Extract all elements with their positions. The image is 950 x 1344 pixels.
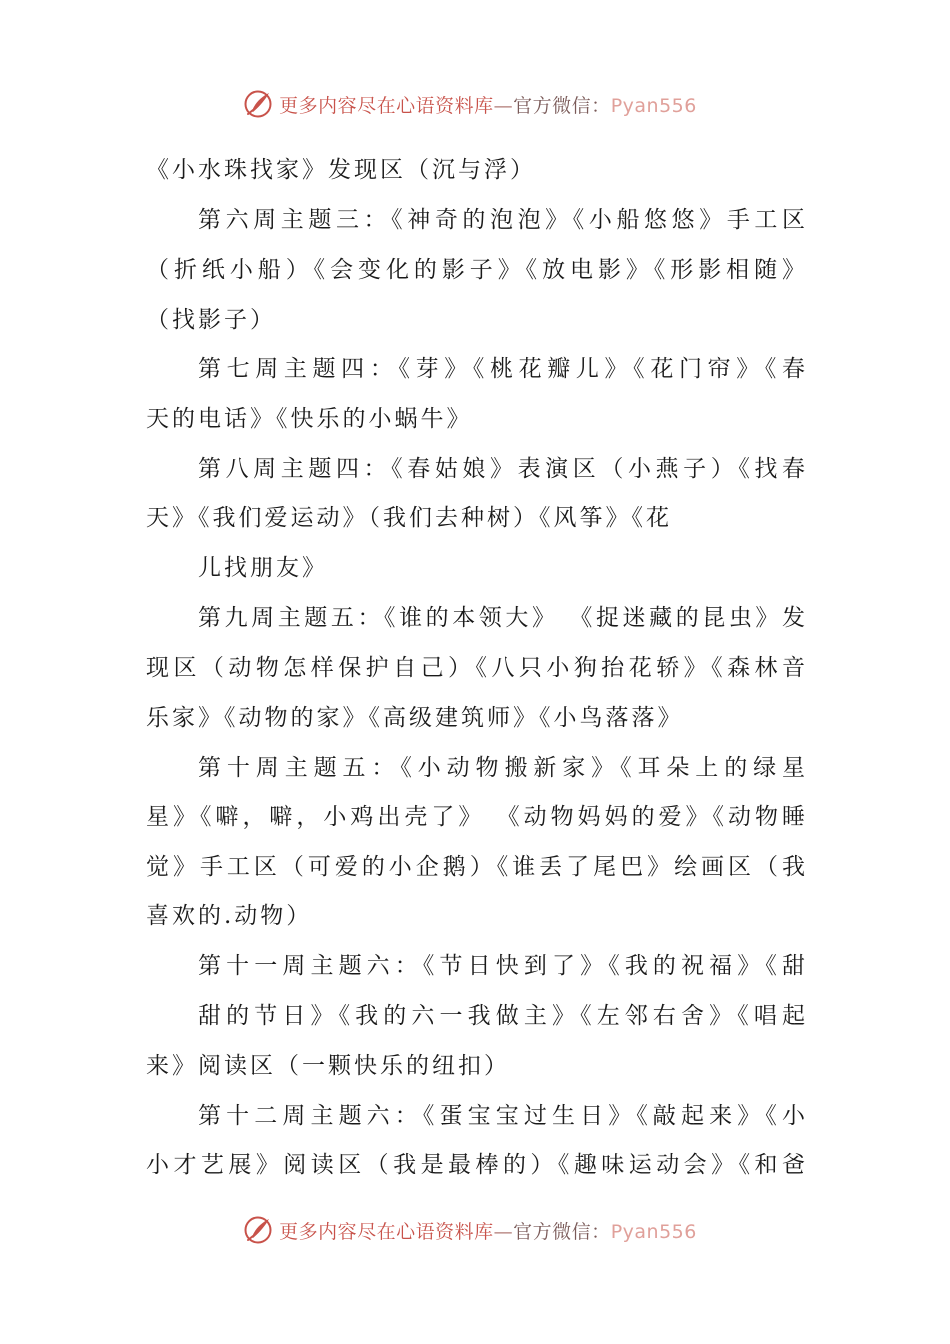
banner-official-label: 官方微信：	[513, 94, 611, 117]
quill-logo-icon	[243, 89, 273, 119]
text-line: 儿找朋友》	[198, 555, 328, 581]
text-line: 喜欢的.动物）	[146, 903, 313, 929]
banner-site: 更多内容尽在心语资料库	[279, 1220, 494, 1243]
text-line: 乐家》《动物的家》《高级建筑师》《小鸟落落》	[146, 705, 684, 731]
text-line: 甜的节日》《我的六一我做主》《左邻右舍》《唱起	[198, 1003, 808, 1029]
text-line: 觉》手工区（可爱的小企鹅）《谁丢了尾巴》绘画区（我	[146, 854, 808, 880]
text-line: 第六周主题三：《神奇的泡泡》《小船悠悠》手工区	[198, 207, 808, 233]
text-line: 来》阅读区（一颗快乐的纽扣）	[146, 1053, 510, 1079]
footer-banner	[0, 1210, 950, 1250]
text-line: 小才艺展》阅读区（我是最棒的）《趣味运动会》《和爸	[146, 1152, 808, 1178]
banner-site: 更多内容尽在心语资料库	[279, 94, 494, 117]
text-line: （找影子）	[146, 307, 276, 333]
banner-separator: —	[493, 94, 514, 117]
banner-wechat-id: Pyan556	[610, 1220, 697, 1243]
text-line: 第十一周主题六：《节日快到了》《我的祝福》《甜	[198, 953, 808, 979]
text-line: 星》《噼，噼，小鸡出壳了》 《动物妈妈的爱》《动物睡	[146, 804, 808, 830]
header-banner	[0, 84, 950, 124]
banner-text	[279, 1217, 697, 1244]
text-line: 现区（动物怎样保护自己）《八只小狗抬花轿》《森林音	[146, 655, 808, 681]
banner-official-label: 官方微信：	[513, 1220, 611, 1243]
text-line: 第七周主题四：《芽》《桃花瓣儿》《花门帘》《春	[198, 356, 808, 382]
text-line: 《小水珠找家》发现区（沉与浮）	[146, 157, 536, 183]
banner-wechat-id: Pyan556	[610, 94, 697, 117]
text-line: （折纸小船）《会变化的影子》《放电影》《形影相随》	[146, 257, 808, 283]
banner-text	[279, 91, 697, 118]
text-line: 第八周主题四：《春姑娘》表演区（小燕子）《找春	[198, 456, 808, 482]
text-line: 天的电话》《快乐的小蜗牛》	[146, 406, 473, 432]
banner-separator: —	[493, 1220, 514, 1243]
text-line: 第十周主题五：《小动物搬新家》《耳朵上的绿星	[198, 755, 808, 781]
text-line: 第十二周主题六：《蛋宝宝过生日》《敲起来》《小	[198, 1103, 808, 1129]
text-line: 第九周主题五：《谁的本领大》 《捉迷藏的昆虫》发	[198, 605, 808, 631]
text-line: 天》《我们爱运动》（我们去种树）《风筝》《花	[146, 505, 672, 531]
quill-logo-icon	[243, 1215, 273, 1245]
